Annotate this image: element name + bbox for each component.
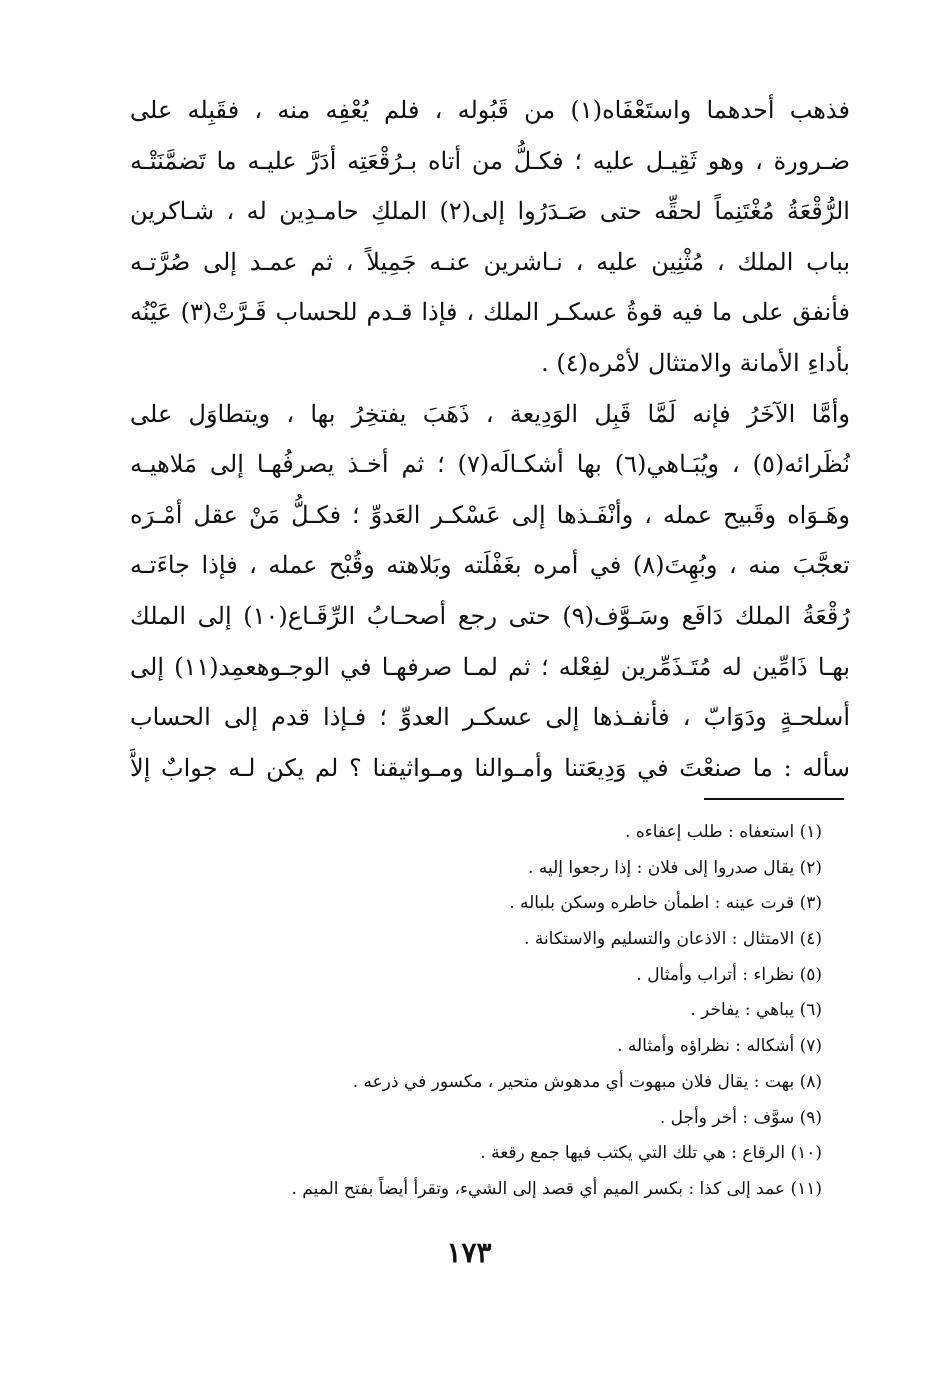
text-line: رُقْعَةُ الملك دَافَع وسَـوَّف(٩) حتى رجع أصحـابُ الرِّقَـاع(١٠) إلى الملك — [130, 601, 850, 630]
text-line: ضـرورة ، وهو ثَقِيـل عليه ؛ فكـلُّ من أتاه بـرُقْعَتِه أدَرَّ عليـه ما تَضمَّنَتْـه — [130, 146, 850, 175]
footnote: (٦) يباهي : يفاخر . — [690, 1000, 822, 1021]
text-line: وأمَّا الآخَرُ فإنه لَمَّا قَبِل الوَدِيعة ، ذَهَبَ يفتخِرُ بها ، ويتطاوَل على — [130, 399, 850, 428]
footnote: (٢) يقال صدروا إلى فلان : إذا رجعوا إليه . — [528, 857, 822, 878]
footnote-separator — [704, 798, 844, 800]
text-line: الرُّقْعَةُ مُغْتَنِماً لحقِّه حتى صَـدَرُوا إلى(٢) الملكِ حامـدِين له ، شـاكرين — [130, 197, 850, 226]
text-line: فأنفق على ما فيه قوةُ عسكـر الملك ، فإذا قـدم للحساب قَـرَّتْ(٣) عَيْنُه — [130, 298, 850, 327]
text-line: نُظَرائه(٥) ، ويُبَـاهي(٦) بها أشكـالَه(٧) ؛ ثم أخـذ يصرفُهـا إلى مَلاهيـه — [130, 450, 850, 479]
page-number: ١٧٣ — [446, 1236, 492, 1269]
text-line: وهَـوَاه وقَبيح عمله ، وأنْفَـذها إلى عَسْكـر العَدوِّ ؛ فكـلُّ مَنْ عقل أمْـرَه — [130, 500, 850, 529]
footnote: (٥) نظراء : أتراب وأمثال . — [636, 964, 822, 985]
main-text — [130, 85, 850, 793]
text-line: بهـا ذَامِّين له مُتَـذَمِّرين لفِعْله ؛ ثم لمـا صرفهـا في الوجـوهعمِد(١١) إلى — [130, 652, 850, 681]
text-line: أسلحـةٍ ودَوَابّ ، فأنفـذها إلى عسكـر العدوِّ ؛ فـإذا قدم إلى الحساب — [130, 703, 850, 732]
footnote: (٩) سوَّف : أخر وأجل . — [659, 1107, 822, 1128]
footnote: (٣) قرت عينه : اطمأن خاطره وسكن بلباله . — [509, 893, 822, 914]
footnote: (١١) عمد إلى كذا : بكسر الميم أي قصد إلى الشيء، وتقرأ أيضاً بفتح الميم . — [291, 1178, 822, 1199]
text-line: بأداءِ الأمانة والامتثال لأمْره(٤) . — [541, 348, 850, 377]
footnote: (١٠) الرقاع : هي تلك التي يكتب فيها جمع رقعة . — [480, 1143, 822, 1164]
text-line: بباب الملك ، مُثْنِين عليه ، نـاشرين عنـه جَمِيلاً ، ثم عمـد إلى صُرَّتـه — [130, 247, 850, 276]
footnote: (٤) الامتثال : الاذعان والتسليم والاستكانة . — [524, 929, 822, 950]
footnotes — [150, 815, 822, 1208]
footnote: (١) استعفاه : طلب إعفاءه . — [625, 822, 822, 842]
text-line: فذهب أحدهما واستَعْفَاه(١) من قَبُوله ، فلم يُعْفِه منه ، فقَبِله على — [130, 96, 850, 124]
footnote: (٧) أشكاله : نظراؤه وأمثاله . — [617, 1036, 822, 1057]
text-line: تعجَّبَ منه ، وبُهِتَ(٨) في أمره بغَفْلَته وبَلاهته وقُبْح عمله ، فإذا جاءَتـه — [130, 551, 850, 580]
text-line: سأله : ما صنعْتَ في وَدِيعَتنا وأمـوالنا ومـواثيقنا ؟ لم يكن لـه جوابٌ إلاَّ — [130, 753, 850, 782]
footnote: (٨) بهت : يقال فلان مبهوت أي مدهوش متحير ، مكسور في ذرعه . — [352, 1071, 822, 1092]
